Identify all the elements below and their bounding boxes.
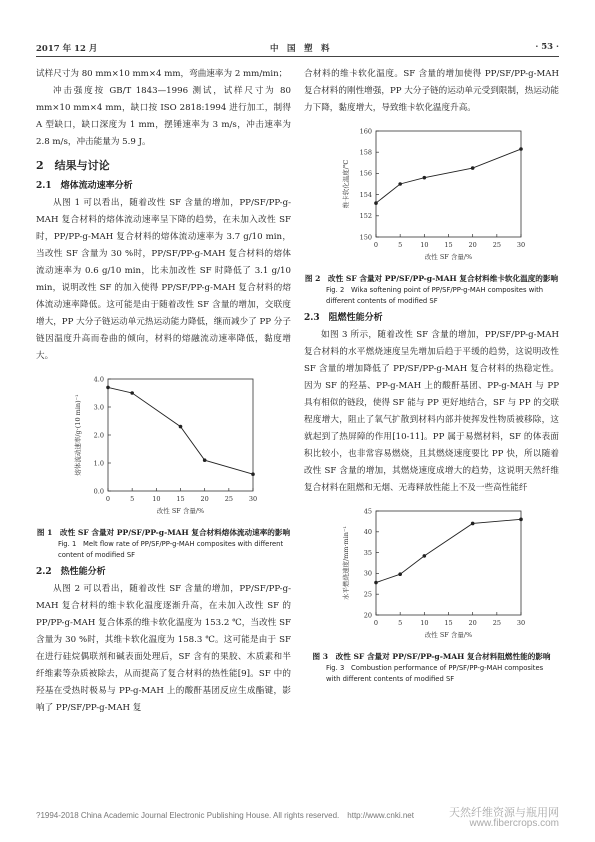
paragraph: 合材料的维卡软化温度。SF 含量的增加使得 PP/SF/PP-g-MAH 复合材料的刚性增强，PP 大分子链的运动单元受到限制，热运动能力下降，黏度增大，导致维卡软化温度升高。 [304, 69, 559, 113]
y-tick-label: 35 [363, 548, 372, 557]
chart-melt-flow [36, 371, 291, 519]
data-point [519, 147, 523, 151]
plot-frame [108, 379, 253, 491]
x-axis-label: 改性 SF 含量/% [424, 631, 473, 639]
figure-caption-cn: 图 3 改性 SF 含量对 PP/SF/PP-g-MAH 复合材料阻燃性能的影响 [312, 652, 551, 661]
plot-frame [376, 511, 521, 615]
y-tick-label: 156 [359, 169, 372, 178]
y-tick-label: 20 [363, 611, 372, 620]
x-axis-label: 改性 SF 含量/% [424, 253, 473, 261]
y-tick-label: 154 [359, 190, 372, 199]
x-tick-label: 25 [492, 619, 501, 627]
left-column [36, 66, 291, 717]
x-tick-label: 30 [516, 619, 526, 627]
figure-1 [36, 371, 291, 561]
header-left: 2017 年 12 月 [36, 44, 98, 54]
paragraph: 如图 3 所示，随着改性 SF 含量的增加，PP/SF/PP-g-MAH 复合材料的水平燃烧速度呈先增加后趋于平缓的趋势，这说明改性 SF 含量的增加降低了 PP/SF/PP-g-MAH 复合材料的热稳定性。因为 SF 的羟基、PP-g-MAH 上的酸酐基团、PP-g-MAH 与 PP 具有相似的链段，使得 SF 能与 PP 更好地结合，SF 与 PP 的交联程度增大，阻止了氧气扩散到材料内部并使挥发性物质被移除，这就起到了热屏障的作用[10-11]。PP 属于易燃材料，SF 的体表面积比较小，也非常容易燃烧，且其燃烧速度要比 PP 快，所以随着改性 SF 含量的增加，其燃烧速度成增大的趋势，这说明天然纤维复合材料在阻燃和无烟、无毒释放性能上不及一些高性能纤 [304, 330, 560, 493]
data-point [251, 472, 255, 476]
y-axis-label: 维卡软化温度/℃ [342, 159, 350, 209]
y-tick-label: 152 [359, 212, 372, 221]
chart-combustion [304, 503, 559, 643]
data-point [423, 554, 427, 558]
x-tick-label: 0 [373, 619, 379, 627]
x-tick-label: 0 [373, 241, 379, 249]
header-right: · 53 · [535, 42, 559, 52]
y-tick-label: 4.0 [93, 375, 104, 384]
series-line [108, 387, 253, 474]
x-tick-label: 30 [248, 495, 258, 503]
data-point [130, 391, 134, 395]
y-tick-label: 150 [359, 233, 372, 242]
header-center: 中 国 塑 料 [270, 44, 330, 54]
data-point [398, 572, 402, 576]
figure-2 [304, 123, 559, 307]
subsection-heading: 2.3 阻燃性能分析 [304, 313, 383, 323]
watermark-url: www.fibercrops.com [469, 818, 559, 829]
x-tick-label: 15 [444, 241, 453, 249]
watermark-text: 天然纤维资源与瓶用网 [449, 807, 559, 819]
y-tick-label: 45 [363, 507, 372, 516]
chart-vicat [304, 123, 559, 265]
x-tick-label: 15 [176, 495, 185, 503]
y-tick-label: 158 [359, 148, 372, 157]
x-tick-label: 5 [130, 495, 135, 503]
x-tick-label: 5 [398, 241, 403, 249]
data-point [423, 176, 427, 180]
paragraph: 从图 1 可以看出，随着改性 SF 含量的增加，PP/SF/PP-g-MAH 复合材料的熔体流动速率呈下降的趋势，在未加入改性 SF 时，PP/PP-g-MAH 复合材料的熔体流动速率为 3.7 g/10 min，当改性 SF 含量为 30 %时，PP/SF/PP-g-MAH 复合材料的熔体流动速率为 0.6 g/10 min，比未加改性 SF 时降低了 3.1 g/10 min，说明改性 SF 的加入使得 PP/SF/PP-g-MAH 复合材料的熔体流动速率降低。这可能是由于随着改性 SF 含量的增加，交联度增大，PP 大分子链运动单元热运动能力降低，继而减少了 PP 分子链因温度升高而卷曲的倾向，材料的熔融流动速率降低，黏度增大。 [36, 198, 291, 361]
y-axis-label: 水平燃烧速度/mm·min⁻¹ [342, 525, 350, 601]
figure-caption-cn: 图 1 改性 SF 含量对 PP/SF/PP-g-MAH 复合材料熔体流动速率的影响 [36, 528, 291, 537]
data-point [179, 425, 183, 429]
series-line [376, 519, 521, 582]
x-tick-label: 10 [420, 619, 429, 627]
subsection-heading: 2.2 热性能分析 [36, 567, 106, 577]
series-line [376, 149, 521, 203]
copyright-notice: ?1994-2018 China Academic Journal Electronic Publishing House. All rights reserved. http://www.cnki.net [36, 811, 414, 820]
data-point [519, 518, 523, 522]
y-tick-label: 0.0 [93, 487, 104, 496]
figure-caption-cn: 图 2 改性 SF 含量对 PP/SF/PP-g-MAH 复合材料维卡软化温度的影响 [304, 274, 559, 283]
header-rule [36, 56, 559, 57]
x-tick-label: 10 [420, 241, 429, 249]
x-axis-label: 改性 SF 含量/% [156, 507, 205, 515]
data-point [374, 201, 378, 205]
x-tick-label: 20 [200, 495, 209, 503]
data-point [374, 581, 378, 585]
plot-frame [376, 131, 521, 237]
paragraph: 从图 2 可以看出，随着改性 SF 含量的增加，PP/SF/PP-g-MAH 复合材料的维卡软化温度逐渐升高，在未加入改性 SF 的 PP/PP-g-MAH 复合体系的维卡软化温度为 153.2 ℃，当改性 SF 含量为 30 %时，其维卡软化温度为 158.3 ℃。这可能是由于 SF 在进行硅烷偶联剂和碱表面处理后，SF 含有的果胶、木质素和半纤维素等杂质被除去，从而提高了复合材料的热性能[9]。SF 中的羟基在受热时极易与 PP-g-MAH 上的酸酐基团反应生成酯键，影响了 PP/SF/PP-g-MAH 复 [36, 584, 291, 713]
y-tick-label: 3.0 [93, 403, 104, 412]
section-heading: 2 结果与讨论 [36, 159, 110, 172]
data-point [471, 522, 475, 526]
paragraph: 冲击强度按 GB/T 1843—1996 测试，试样尺寸为 80 mm×10 mm×4 mm，缺口按 ISO 2818:1994 进行加工，制得 A 型缺口，缺口深度为 1 mm，摆锤速率为 3 m/s，冲击速率为 2.8 m/s，冲击能量为 5.9 J。 [36, 86, 291, 147]
x-tick-label: 25 [224, 495, 233, 503]
figure-3 [304, 503, 559, 685]
x-tick-label: 20 [468, 619, 477, 627]
y-tick-label: 2.0 [93, 431, 104, 440]
y-tick-label: 160 [359, 127, 372, 136]
figure-caption-en: Fig. 1 Melt flow rate of PP/SF/PP-g-MAH composites with different content of modified SF [58, 540, 284, 559]
x-tick-label: 20 [468, 241, 477, 249]
x-tick-label: 5 [398, 619, 403, 627]
x-tick-label: 25 [492, 241, 501, 249]
x-tick-label: 30 [516, 241, 526, 249]
figure-caption-en: Fig. 3 Combustion performance of PP/SF/PP-g-MAH composites with different contents of modified SF [326, 664, 544, 683]
y-tick-label: 40 [363, 528, 372, 537]
x-tick-label: 0 [105, 495, 111, 503]
y-tick-label: 25 [363, 590, 372, 599]
right-column [304, 66, 559, 685]
y-axis-label: 熔体流动速率/g·(10 min)⁻¹ [74, 394, 82, 476]
data-point [398, 182, 402, 186]
y-tick-label: 1.0 [93, 459, 104, 468]
data-point [471, 166, 475, 170]
y-tick-label: 30 [363, 569, 372, 578]
data-point [203, 458, 207, 462]
figure-caption-en: Fig. 2 Wika softening point of PP/SF/PP-g-MAH composites with different contents of modified SF [326, 286, 544, 305]
x-tick-label: 10 [152, 495, 161, 503]
subsection-heading: 2.1 熔体流动速率分析 [36, 181, 133, 191]
x-tick-label: 15 [444, 619, 453, 627]
footer [36, 807, 559, 829]
data-point [106, 386, 110, 390]
paragraph: 试样尺寸为 80 mm×10 mm×4 mm，弯曲速率为 2 mm/min； [36, 69, 288, 79]
